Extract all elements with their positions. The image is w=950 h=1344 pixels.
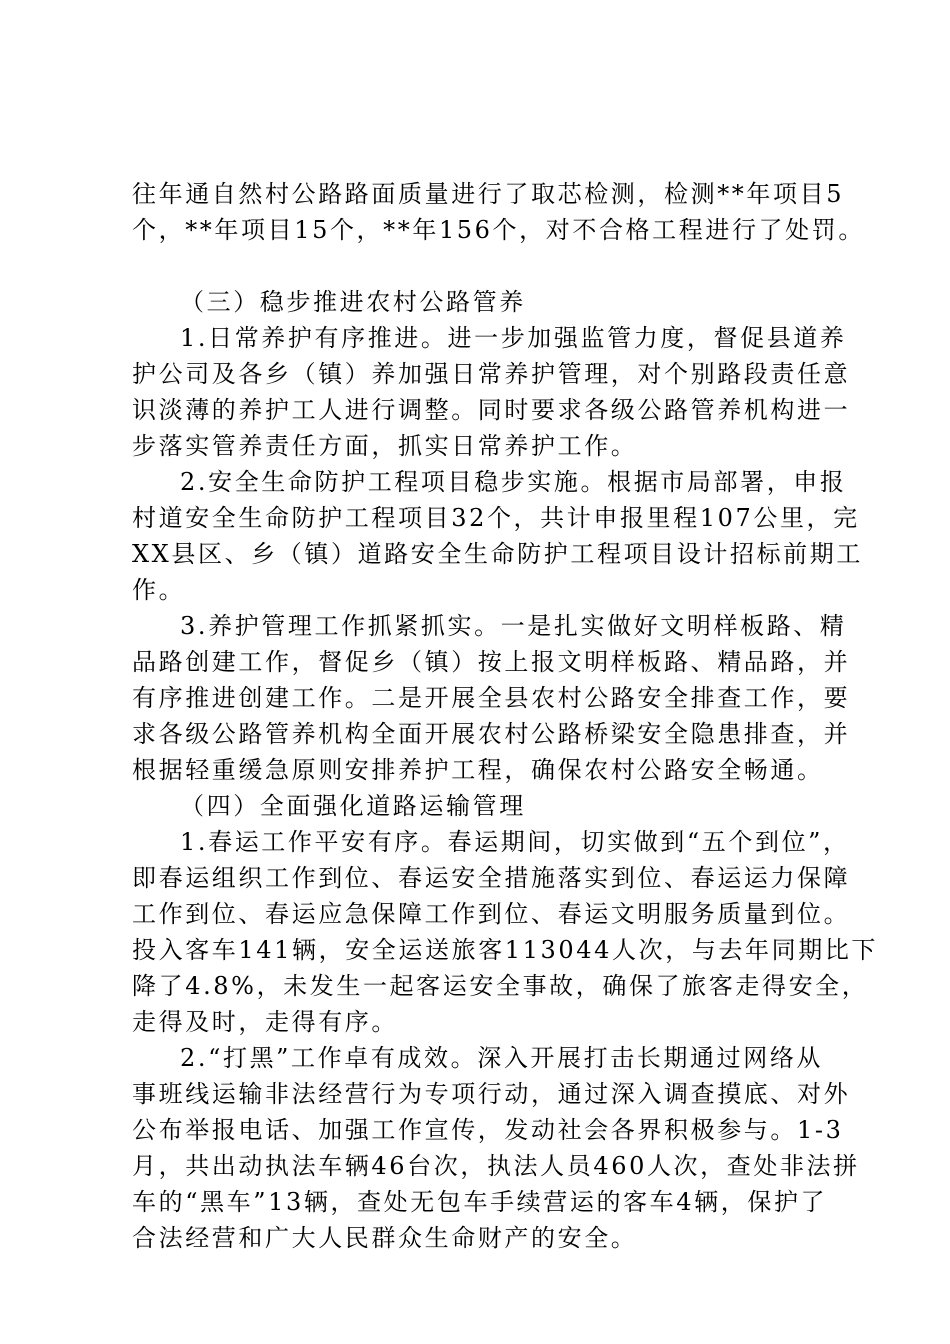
text-line: 投入客车141辆，安全运送旅客113044人次，与去年同期比下 [132, 936, 879, 964]
text-line: 工作到位、春运应急保障工作到位、春运文明服务质量到位。 [132, 900, 851, 928]
section-heading: （三）稳步推进农村公路管养 [180, 288, 526, 316]
text-line: 往年通自然村公路路面质量进行了取芯检测，检测**年项目5 [132, 180, 845, 208]
paragraph-first-line: 2.“打黑”工作卓有成效。深入开展打击长期通过网络从 [180, 1044, 824, 1072]
text-line: 步落实管养责任方面，抓实日常养护工作。 [132, 432, 638, 460]
text-line: 走得及时，走得有序。 [132, 1008, 398, 1036]
text-line: 即春运组织工作到位、春运安全措施落实到位、春运运力保障 [132, 864, 851, 892]
text-line: 个，**年项目15个，**年156个，对不合格工程进行了处罚。 [132, 216, 865, 244]
text-line: 村道安全生命防护工程项目32个，共计申报里程107公里，完 [132, 504, 860, 532]
text-line: 车的“黑车”13辆，查处无包车手续营运的客车4辆，保护了 [132, 1188, 828, 1216]
text-line: XX县区、乡（镇）道路安全生命防护工程项目设计招标前期工 [132, 540, 863, 568]
text-line: 有序推进创建工作。二是开展全县农村公路安全排查工作，要 [132, 684, 851, 712]
text-line: 品路创建工作，督促乡（镇）按上报文明样板路、精品路，并 [132, 648, 851, 676]
text-line: 求各级公路管养机构全面开展农村公路桥梁安全隐患排查，并 [132, 720, 851, 748]
text-line: 公布举报电话、加强工作宣传，发动社会各界积极参与。1-3 [132, 1116, 844, 1144]
paragraph-first-line: 3.养护管理工作抓紧抓实。一是扎实做好文明样板路、精 [180, 612, 847, 640]
text-line: 降了4.8%，未发生一起客运安全事故，确保了旅客走得安全， [132, 972, 869, 1000]
text-line: 月，共出动执法车辆46台次，执法人员460人次，查处非法拼 [132, 1152, 860, 1180]
text-line: 根据轻重缓急原则安排养护工程，确保农村公路安全畅通。 [132, 756, 824, 784]
text-line: 事班线运输非法经营行为专项行动，通过深入调查摸底、对外 [132, 1080, 851, 1108]
text-line: 合法经营和广大人民群众生命财产的安全。 [132, 1224, 638, 1252]
section-heading: （四）全面强化道路运输管理 [180, 792, 526, 820]
text-line: 护公司及各乡（镇）养加强日常养护管理，对个别路段责任意 [132, 360, 851, 388]
text-line: 识淡薄的养护工人进行调整。同时要求各级公路管养机构进一 [132, 396, 851, 424]
paragraph-first-line: 2.安全生命防护工程项目稳步实施。根据市局部署，申报 [180, 468, 847, 496]
paragraph-first-line: 1.日常养护有序推进。进一步加强监管力度，督促县道养 [180, 324, 847, 352]
paragraph-first-line: 1.春运工作平安有序。春运期间，切实做到“五个到位”， [180, 828, 850, 856]
text-line: 作。 [132, 576, 186, 604]
